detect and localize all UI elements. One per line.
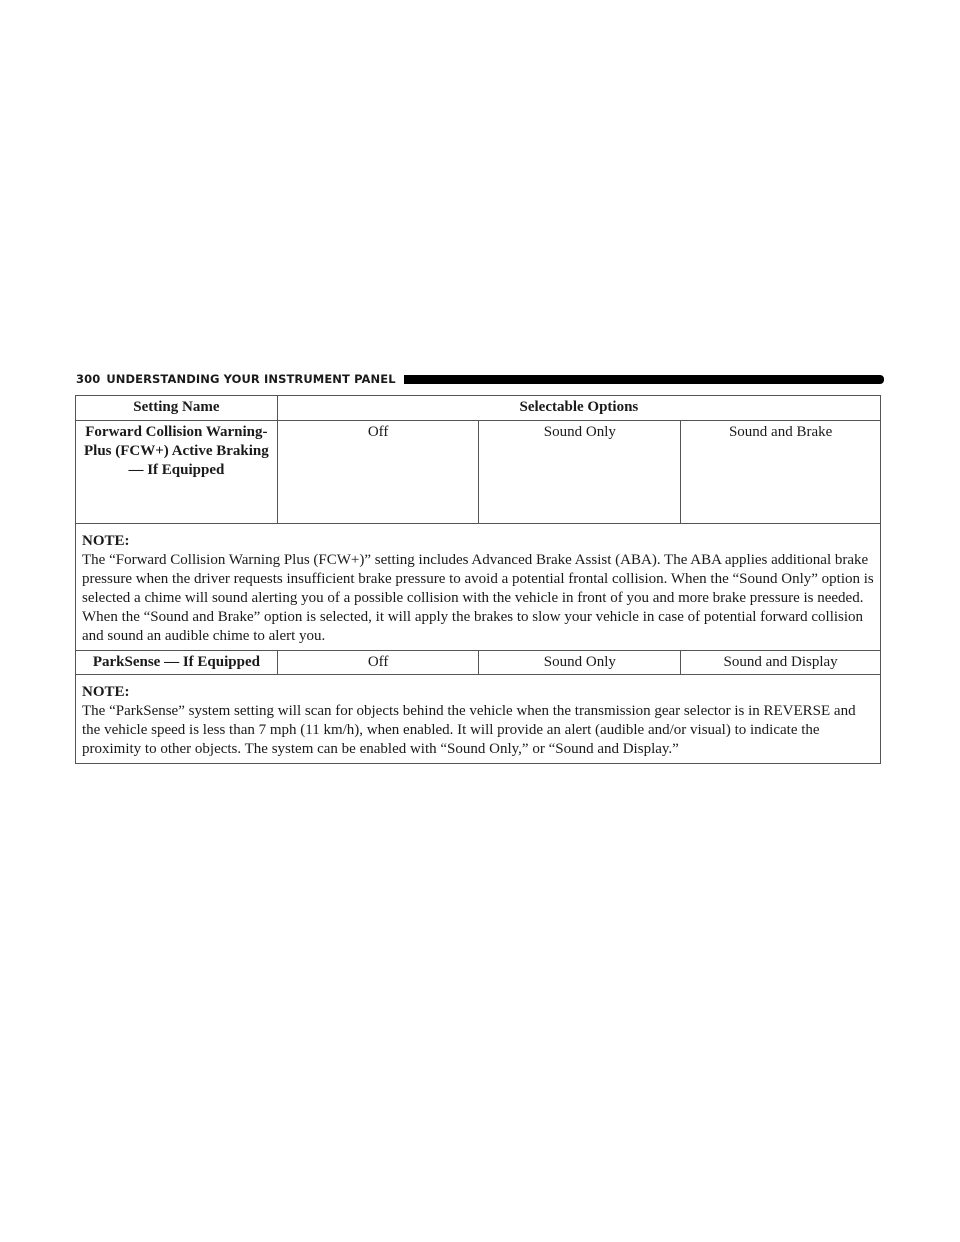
setting-name-fcw: Forward Collision Warning-Plus (FCW+) Active Braking — If Equipped (76, 421, 278, 524)
option-sound-and-display: Sound and Display (681, 651, 881, 675)
note-text: The “Forward Collision Warning Plus (FCW+)” setting includes Advanced Brake Assist (ABA). The ABA applies additional brake pressure when the driver requests insufficient brake pressure to avoid a potential frontal collision. When the “Sound Only” option is selected a chime will sound alerting you of a possible collision with the vehicle in front of you and more brake pressure is needed. When the “Sound and Brake” option is selected, it will apply the brakes to slow your vehicle in case of potential forward collision and sound an audible chime to alert you. (82, 552, 874, 644)
table-header-row (76, 396, 881, 421)
setting-name-parksense: ParkSense — If Equipped (76, 651, 278, 675)
option-sound-and-brake: Sound and Brake (681, 421, 881, 524)
page-number: 300 (76, 372, 101, 386)
page-header (76, 371, 884, 387)
option-sound-only: Sound Only (479, 421, 681, 524)
table-row (76, 421, 881, 524)
option-off: Off (277, 421, 479, 524)
note-label: NOTE: (82, 533, 130, 549)
header-rule (404, 375, 884, 384)
note-text: The “ParkSense” system setting will scan for objects behind the vehicle when the transmission gear selector is in REVERSE and the vehicle speed is less than 7 mph (11 km/h), when enabled. It will provide an alert (audible and/or visual) to indicate the proximity to other objects. The system can be enabled with “Sound Only,” or “Sound and Display.” (82, 703, 856, 757)
note-label: NOTE: (82, 684, 130, 700)
option-off: Off (277, 651, 479, 675)
note-fcw (76, 524, 881, 651)
note-parksense (76, 675, 881, 764)
note-row (76, 675, 881, 764)
section-title: UNDERSTANDING YOUR INSTRUMENT PANEL (106, 372, 396, 386)
table-row (76, 651, 881, 675)
option-sound-only: Sound Only (479, 651, 681, 675)
settings-table (75, 395, 881, 764)
note-row (76, 524, 881, 651)
column-header-setting-name: Setting Name (76, 396, 278, 421)
column-header-selectable-options: Selectable Options (277, 396, 880, 421)
